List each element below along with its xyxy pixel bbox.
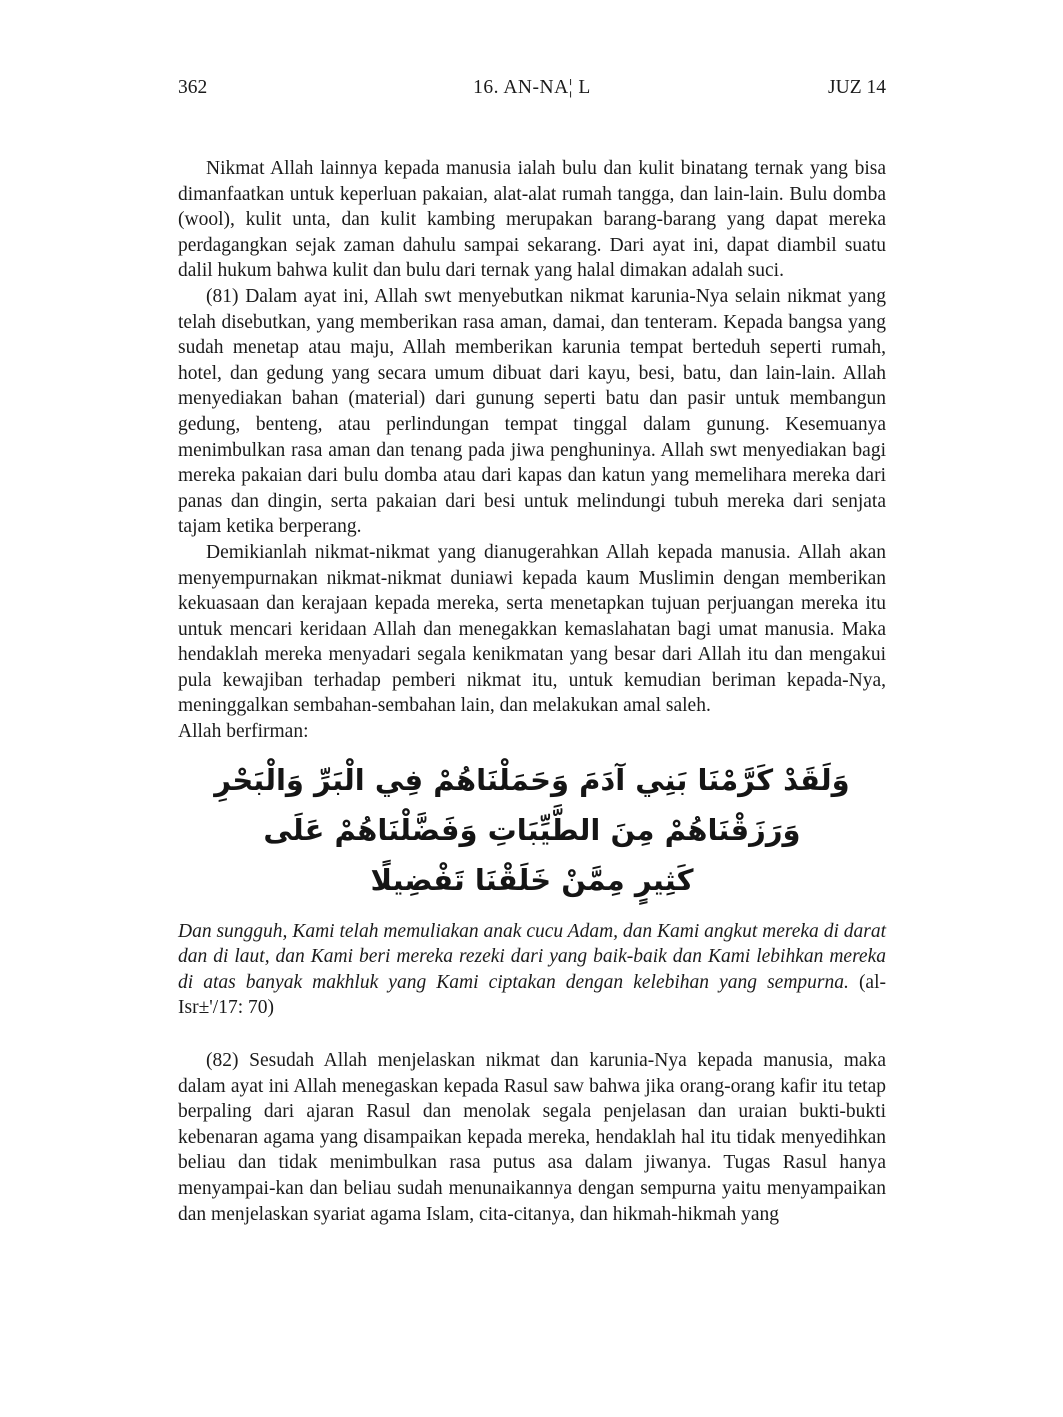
verse-reference: (al-Isr±'/17: 70) — [178, 971, 886, 1019]
verse-translation — [178, 919, 886, 1021]
juz-label: JUZ 14 — [828, 77, 886, 98]
paragraph-nikmat-allah: Nikmat Allah lainnya kepada manusia ialah bulu dan kulit binatang ternak yang bisa dimanfaatkan untuk keperluan pakaian, alat-alat rumah tangga, dan lain-lain. Bulu domba (wool), kulit unta, dan kulit kambing merupakan barang-barang yang dapat mereka perdagangkan sejak zaman dahulu sampai sekarang. Dari ayat ini, dapat diambil suatu dalil hukum bahwa kulit dan bulu dari ternak yang halal dimakan adalah suci. — [178, 158, 886, 282]
page-header — [178, 76, 886, 100]
quran-verse-line-1: وَلَقَدْ كَرَّمْنَا بَنِي آدَمَ وَحَمَلْنَاهُمْ فِي الْبَرِّ وَالْبَحْرِ وَرَزَقْنَاهُمْ مِنَ الطَّيِّبَاتِ وَفَضَّلْنَاهُمْ عَلَى — [214, 762, 850, 847]
verse-translation-text: Dan sungguh, Kami telah memuliakan anak cucu Adam, dan Kami angkut mereka di darat dan di laut, dan Kami beri mereka rezeki dari yang baik-baik dan Kami lebihkan mereka di atas banyak makhluk yang Kami ciptakan dengan kelebihan yang sempurna. — [178, 920, 886, 993]
paragraph-demikianlah: Demikianlah nikmat-nikmat yang dianugerahkan Allah kepada manusia. Allah akan menyempurnakan nikmat-nikmat duniawi kepada kaum Muslimin dengan memberikan kekuasaan dan kerajaan kepada mereka, serta menetapkan tujuan perjuangan mereka itu untuk mencari keridaan Allah dan menegakkan kemaslahatan bagi umat manusia. Maka hendaklah mereka menyadari segala kenikmatan yang besar dari Allah itu dan mengakui pula kewajiban terhadap pemberi nikmat itu, untuk kemudian beriman kepada-Nya, meninggalkan sembahan-sembahan lain, dan melakukan amal saleh. — [178, 541, 886, 717]
page-number: 362 — [178, 77, 208, 98]
verse-lead-in: Allah berfirman: — [178, 721, 309, 743]
quran-verse-line-2: كَثِيرٍ مِمَّنْ خَلَقْنَا تَفْضِيلًا — [370, 862, 694, 897]
paragraph-ayat-82: (82) Sesudah Allah menjelaskan nikmat dan karunia-Nya kepada manusia, maka dalam ayat ini Allah menegaskan kepada Rasul saw bahwa jika orang-orang kafir itu tetap berpaling dari ajaran Rasul dan menolak segala penjelasan dan uraian bukti-bukti kebenaran agama yang disampaikan kepada mereka, hendaklah hal itu tidak menyedihkan beliau dan tidak menimbulkan rasa putus asa dalam jiwanya. Tugas Rasul hanya menyampai-kan dan beliau sudah menunaikannya dengan sempurna yaitu menyampaikan dan menjelaskan syariat agama Islam, cita-citanya, dan hikmah-hikmah yang — [178, 1050, 886, 1225]
quran-verse — [178, 755, 886, 905]
paragraph-ayat-81: (81) Dalam ayat ini, Allah swt menyebutkan nikmat karunia-Nya selain nikmat yang telah disebutkan, yang memberikan rasa aman, damai, dan tenteram. Kepada bangsa yang sudah menetap atau maju, Allah memberikan karunia tempat berteduh seperti rumah, hotel, dan gedung yang secara umum dibuat dari kayu, besi, batu, dan lain-lain. Allah menyediakan bahan (material) dari gunung seperti batu dan pasir untuk membangun gedung, benteng, atau perlindungan tempat tinggal dalam gunung. Kesemuanya menimbulkan rasa aman dan tenang pada jiwa penghuninya. Allah swt menyediakan bagi mereka pakaian dari bulu domba atau dari kapas dan katun yang memelihara mereka dari panas dan dingin, serta pakaian dari besi untuk melindungi tubuh mereka dari senjata tajam ketika berperang. — [178, 285, 886, 538]
page-content — [178, 76, 886, 1227]
chapter-title: 16. AN-NA¦ L — [473, 77, 591, 98]
